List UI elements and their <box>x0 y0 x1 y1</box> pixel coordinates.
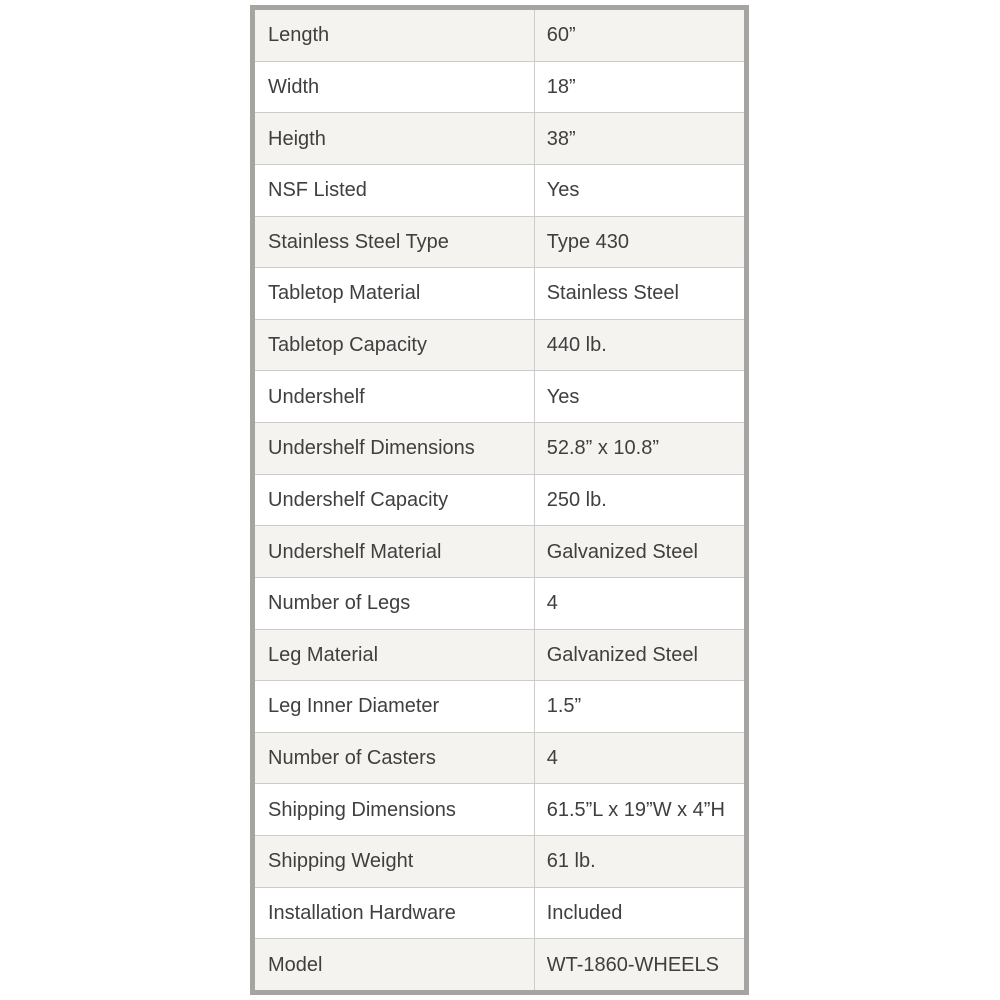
spec-label: Undershelf Material <box>255 526 535 577</box>
spec-label: Shipping Weight <box>255 836 535 887</box>
spec-label: Width <box>255 62 535 113</box>
spec-value: 60” <box>546 24 576 47</box>
table-row <box>255 216 744 268</box>
spec-label: Undershelf <box>255 371 535 422</box>
spec-value: 1.5” <box>546 695 582 718</box>
table-row <box>255 680 744 732</box>
spec-label: Number of Casters <box>255 733 535 784</box>
table-row <box>255 319 744 371</box>
table-row <box>255 783 744 835</box>
table-row <box>255 370 744 422</box>
spec-label: Length <box>255 10 535 61</box>
spec-value: Yes <box>546 179 580 202</box>
spec-label: NSF Listed <box>255 165 535 216</box>
spec-label: Shipping Dimensions <box>255 784 535 835</box>
spec-value: 18” <box>546 75 576 98</box>
spec-value: 440 lb. <box>546 334 607 357</box>
spec-label: Heigth <box>255 113 535 164</box>
spec-value: WT-1860-WHEELS <box>546 953 719 976</box>
spec-label: Model <box>255 939 535 990</box>
table-row <box>255 267 744 319</box>
table-row <box>255 938 744 990</box>
table-row <box>255 164 744 216</box>
table-row <box>255 61 744 113</box>
spec-label: Undershelf Capacity <box>255 475 535 526</box>
spec-label: Leg Inner Diameter <box>255 681 535 732</box>
spec-label: Stainless Steel Type <box>255 217 535 268</box>
spec-label: Tabletop Material <box>255 268 535 319</box>
spec-label: Tabletop Capacity <box>255 320 535 371</box>
spec-value: 61.5”L x 19”W x 4”H <box>546 798 725 821</box>
spec-label: Number of Legs <box>255 578 535 629</box>
table-row <box>255 835 744 887</box>
table-row <box>255 577 744 629</box>
spec-value: Galvanized Steel <box>546 643 698 666</box>
spec-label: Undershelf Dimensions <box>255 423 535 474</box>
spec-label: Installation Hardware <box>255 888 535 939</box>
spec-value: 4 <box>546 592 558 615</box>
spec-value: Type 430 <box>546 230 629 253</box>
table-row <box>255 732 744 784</box>
spec-value: Stainless Steel <box>546 282 679 305</box>
spec-value: 4 <box>546 747 558 770</box>
table-row <box>255 112 744 164</box>
table-row <box>255 525 744 577</box>
spec-value: 52.8” x 10.8” <box>546 437 659 460</box>
table-row <box>255 474 744 526</box>
spec-label: Leg Material <box>255 630 535 681</box>
table-row <box>255 10 744 61</box>
table-row <box>255 422 744 474</box>
spec-table <box>250 5 749 995</box>
spec-value: Galvanized Steel <box>546 540 698 563</box>
table-row <box>255 629 744 681</box>
spec-value: 250 lb. <box>546 488 607 511</box>
spec-value: 61 lb. <box>546 850 596 873</box>
table-row <box>255 887 744 939</box>
spec-value: Included <box>546 901 623 924</box>
spec-value: Yes <box>546 385 580 408</box>
spec-value: 38” <box>546 127 576 150</box>
